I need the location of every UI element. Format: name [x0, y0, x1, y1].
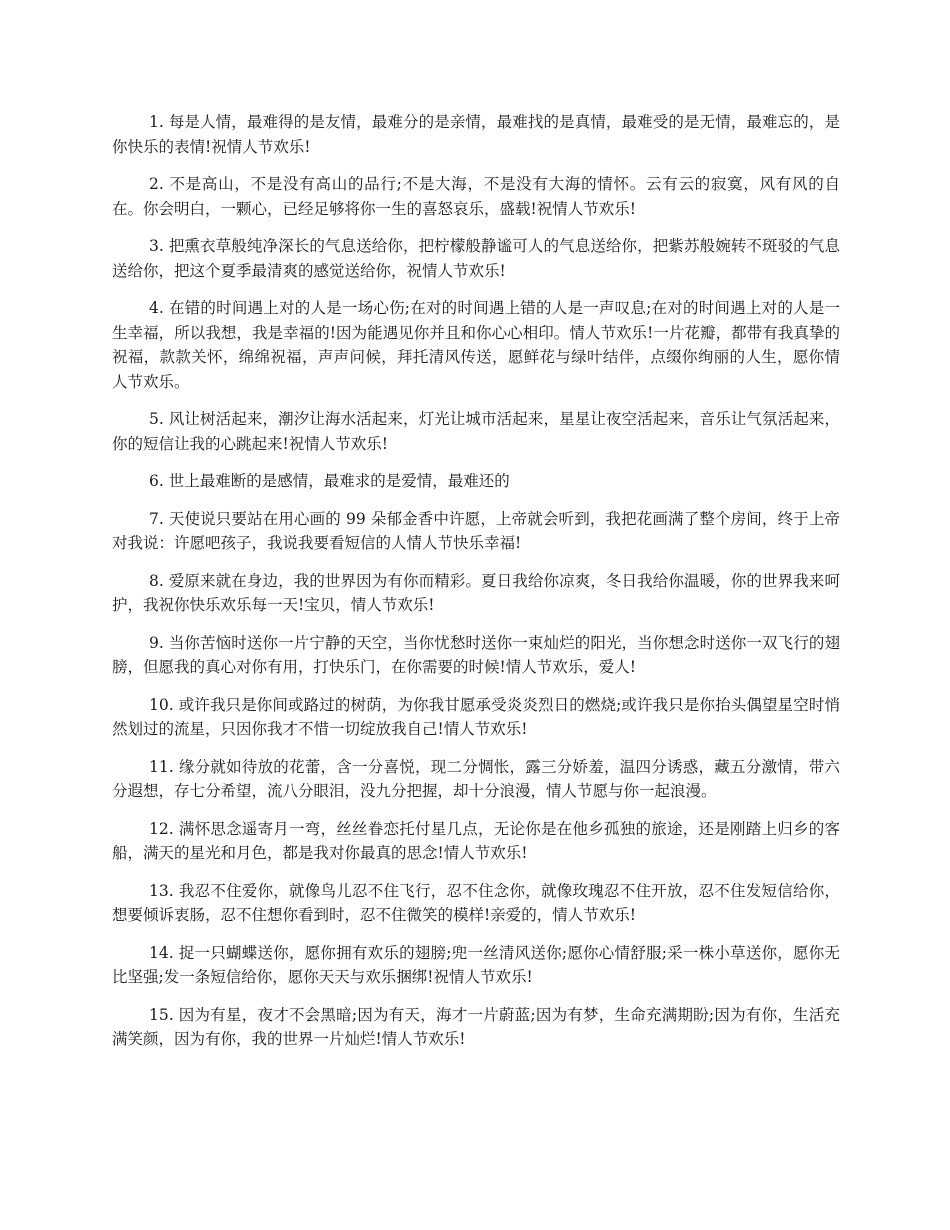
paragraph-13: 13. 我忍不住爱你，就像鸟儿忍不住飞行，忍不住念你，就像玫瑰忍不住开放，忍不住发短信给你，想要倾诉衷肠，忍不住想你看到时，忍不住微笑的模样!亲爱的，情人节欢乐!: [112, 881, 840, 924]
paragraph-10: 10. 或许我只是你间或路过的树荫，为你我甘愿承受炎炎烈日的燃烧;或许我只是你抬头偶望星空时悄然划过的流星，只因你我才不惜一切绽放我自己!情人节欢乐!: [112, 695, 840, 738]
paragraph-3: 3. 把熏衣草般纯净深长的气息送给你，把柠檬般静谧可人的气息送给你，把紫苏般婉转不斑驳的气息送给你，把这个夏季最清爽的感觉送给你，祝情人节欢乐!: [112, 237, 840, 280]
paragraph-4: 4. 在错的时间遇上对的人是一场心伤;在对的时间遇上错的人是一声叹息;在对的时间遇上对的人是一生幸福，所以我想，我是幸福的!因为能遇见你并且和你心心相印。情人节欢乐!一片花瓣，都带有我真挚的祝福，款款关怀，绵绵祝福，声声问候，拜托清风传送，愿鲜花与绿叶结伴，点缀你绚丽的人生，愿你情人节欢乐。: [112, 299, 840, 391]
document-body: [112, 110, 840, 1065]
paragraph-12: 12. 满怀思念遥寄月一弯，丝丝眷恋托付星几点，无论你是在他乡孤独的旅途，还是刚踏上归乡的客船，满天的星光和月色，都是我对你最真的思念!情人节欢乐!: [112, 819, 840, 862]
paragraph-7: 7. 天使说只要站在用心画的 99 朵郁金香中许愿，上帝就会听到，我把花画满了整个房间，终于上帝对我说：许愿吧孩子，我说我要看短信的人情人节快乐幸福!: [112, 509, 840, 552]
paragraph-6: 6. 世上最难断的是感情，最难求的是爱情，最难还的: [149, 472, 510, 490]
paragraph-8: 8. 爱原来就在身边，我的世界因为有你而精彩。夏日我给你凉爽，冬日我给你温暖，你的世界我来呵护，我祝你快乐欢乐每一天!宝贝，情人节欢乐!: [112, 571, 840, 614]
paragraph-9: 9. 当你苦恼时送你一片宁静的天空，当你忧愁时送你一束灿烂的阳光，当你想念时送你一双飞行的翅膀，但愿我的真心对你有用，打快乐门，在你需要的时候!情人节欢乐，爱人!: [112, 633, 840, 676]
paragraph-14: 14. 捉一只蝴蝶送你，愿你拥有欢乐的翅膀;兜一丝清风送你;愿你心情舒服;采一株小草送你，愿你无比坚强;发一条短信给你，愿你天天与欢乐捆绑!祝情人节欢乐!: [112, 943, 840, 986]
paragraph-11: 11. 缘分就如待放的花蕾，含一分喜悦，现二分惆怅，露三分娇羞，温四分诱惑，藏五分激情，带六分遐想，存七分希望，流八分眼泪，没九分把握，却十分浪漫，情人节愿与你一起浪漫。: [112, 757, 840, 800]
paragraph-15: 15. 因为有星，夜才不会黑暗;因为有天，海才一片蔚蓝;因为有梦，生命充满期盼;因为有你，生活充满笑颜，因为有你，我的世界一片灿烂!情人节欢乐!: [112, 1005, 840, 1048]
paragraph-5: 5. 风让树活起来，潮汐让海水活起来，灯光让城市活起来，星星让夜空活起来，音乐让气氛活起来，你的短信让我的心跳起来!祝情人节欢乐!: [112, 410, 840, 453]
paragraph-1: 1. 每是人情，最难得的是友情，最难分的是亲情，最难找的是真情，最难受的是无情，最难忘的，是你快乐的表情!祝情人节欢乐!: [112, 113, 840, 156]
paragraph-2: 2. 不是高山，不是没有高山的品行;不是大海，不是没有大海的情怀。云有云的寂寞，风有风的自在。你会明白，一颗心，已经足够将你一生的喜怒哀乐，盛载!祝情人节欢乐!: [112, 175, 840, 218]
